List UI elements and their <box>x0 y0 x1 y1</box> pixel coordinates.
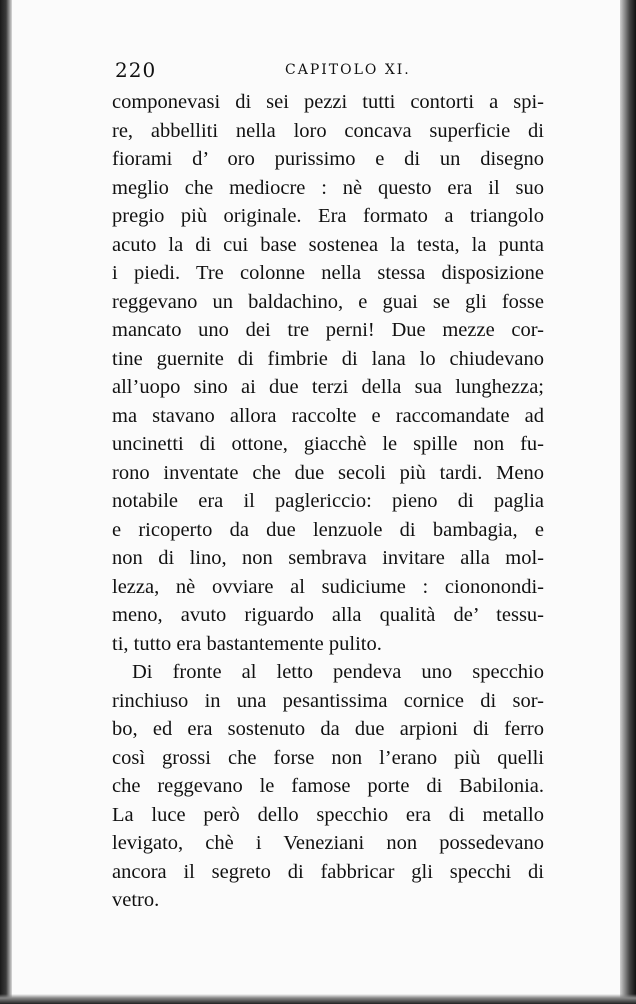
running-head: CAPITOLO XI. <box>285 62 411 78</box>
text-line: i piedi. Tre colonne nella stessa disposizione <box>112 262 544 284</box>
text-line: ma stavano allora raccolte e raccomandate ad <box>112 404 544 427</box>
page-number: 220 <box>115 58 157 82</box>
text-line: componevasi di sei pezzi tutti contorti a spi- <box>112 91 544 113</box>
body-text <box>112 88 544 915</box>
text-line: pregio più originale. Era formato a triangolo <box>112 205 544 227</box>
text-line: ti, tutto era bastantemente pulito. <box>112 632 382 655</box>
text-line: acuto la di cui base sostenea la testa, la punta <box>112 233 544 256</box>
text-line: notabile era il paglericcio: pieno di paglia <box>112 490 544 512</box>
text-line: all’uopo sino ai due terzi della sua lunghezza; <box>112 376 544 398</box>
text-line: vetro. <box>112 889 160 911</box>
text-line: che reggevano le famose porte di Babilonia. <box>112 775 544 797</box>
text-line: tine guernite di fimbrie di lana lo chiudevano <box>112 347 544 370</box>
text-line: rono inventate che due secoli più tardi. Meno <box>112 461 544 484</box>
text-line: uncinetti di ottone, giacchè le spille non fu- <box>112 433 544 455</box>
text-line: levigato, chè i Veneziani non possedevano <box>112 832 544 854</box>
text-line: meglio che mediocre : nè questo era il suo <box>112 176 544 199</box>
page-header <box>115 58 540 88</box>
text-line: re, abbelliti nella loro concava superficie di <box>112 119 544 142</box>
text-line: fiorami d’ oro purissimo e di un disegno <box>112 148 544 170</box>
text-line: e ricoperto da due lenzuole di bambagia, e <box>112 518 544 541</box>
text-line: così grossi che forse non l’erano più quelli <box>112 746 544 769</box>
text-line: lezza, nè ovviare al sudiciume : ciononondi- <box>112 575 544 598</box>
text-line: reggevano un baldachino, e guai se gli fosse <box>112 290 544 313</box>
text-line: non di lino, non sembrava invitare alla mol- <box>112 547 544 569</box>
text-line: La luce però dello specchio era di metallo <box>112 803 544 826</box>
text-line: Di fronte al letto pendeva uno specchio <box>132 661 544 683</box>
text-line: ancora il segreto di fabbricar gli specchi di <box>112 860 544 883</box>
text-line: rinchiuso in una pesantissima cornice di sor- <box>112 689 544 712</box>
text-line: meno, avuto riguardo alla qualità de’ tessu- <box>112 604 544 626</box>
scan-left-edge <box>0 0 12 1004</box>
text-line: mancato uno dei tre perni! Due mezze cor- <box>112 319 544 341</box>
text-line: bo, ed era sostenuto da due arpioni di ferro <box>112 718 544 740</box>
scan-bottom-edge <box>0 994 636 1004</box>
scan-right-edge <box>620 0 636 1004</box>
